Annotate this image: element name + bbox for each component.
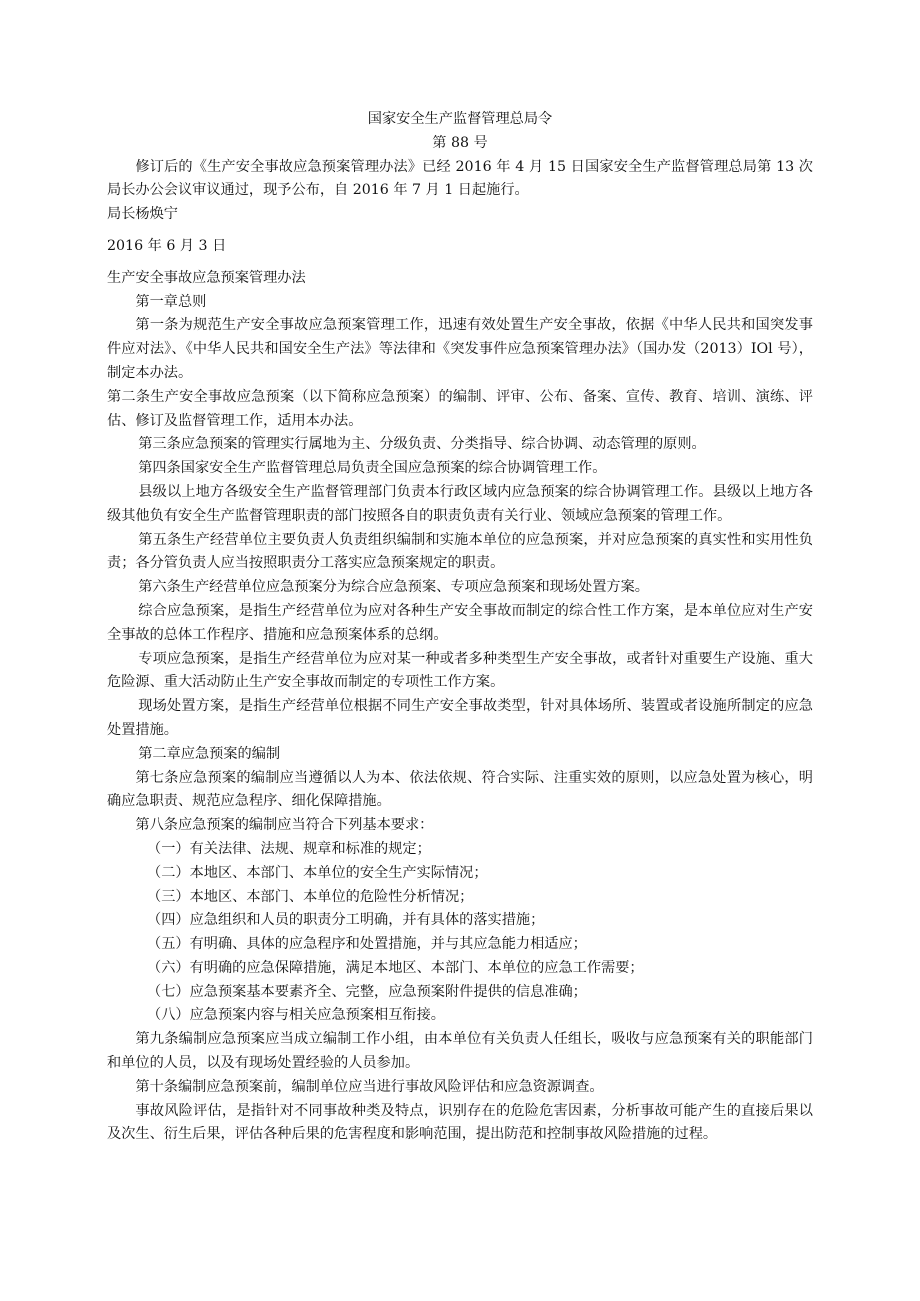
article-one: 第一条为规范生产安全事故应急预案管理工作，迅速有效处置生产安全事故，依据《中华人民共和国突发事件应对法》、《中华人民共和国安全生产法》等法律和《突发事件应急预案管理办法》（国办发（2013）IOl 号），制定本办法。 — [107, 317, 813, 381]
decree-intro: 修订后的《生产安全事故应急预案管理办法》已经 2016 年 4 月 15 日国家安全生产监督管理总局第 13 次局长办公会议审议通过，现予公布，自 2016 年 7 月 1 日起施行。 — [107, 158, 813, 199]
risk-assessment-definition: 事故风险评估，是指针对不同事故种类及特点，识别存在的危险危害因素，分析事故可能产生的直接后果以及次生、衍生后果，评估各种后果的危害程度和影响范围，提出防范和控制事故风险措施的过程。 — [107, 1102, 813, 1143]
article-nine: 第九条编制应急预案应当成立编制工作小组，由本单位有关负责人任组长，吸收与应急预案有关的职能部门和单位的人员，以及有现场处置经验的人员参加。 — [107, 1031, 813, 1072]
requirement-item: （七）应急预案基本要素齐全、完整，应急预案附件提供的信息准确； — [147, 983, 587, 1000]
requirement-item: （六）有明确的应急保障措施，满足本地区、本部门、本单位的应急工作需要； — [147, 959, 644, 976]
requirement-item: （五）有明确、具体的应急程序和处置措施，并与其应急能力相适应； — [147, 936, 587, 953]
decree-number: 第 88 号 — [432, 134, 488, 151]
requirement-item: （四）应急组织和人员的职责分工明确，并有具体的落实措施； — [147, 912, 545, 929]
requirement-item: （三）本地区、本部门、本单位的危险性分析情况； — [147, 888, 474, 905]
special-plan-definition: 专项应急预案，是指生产经营单位为应对某一种或者多种类型生产安全事故，或者针对重要生产设施、重大危险源、重大活动防止生产安全事故而制定的专项性工作方案。 — [107, 650, 813, 691]
decree-title: 国家安全生产监督管理总局令 — [367, 111, 553, 127]
signer: 局长杨焕宁 — [107, 206, 178, 223]
article-ten: 第十条编制应急预案前，编制单位应当进行事故风险评估和应急资源调查。 — [135, 1078, 604, 1095]
requirement-item: （二）本地区、本部门、本单位的安全生产实际情况； — [147, 864, 488, 881]
article-five: 第五条生产经营单位主要负责人负责组织编制和实施本单位的应急预案，并对应急预案的真实性和实用性负责；各分管负责人应当按照职责分工落实应急预案规定的职责。 — [107, 531, 813, 572]
chapter-one-heading: 第一章总则 — [135, 293, 207, 310]
article-six: 第六条生产经营单位应急预案分为综合应急预案、专项应急预案和现场处置方案。 — [138, 579, 649, 596]
chapter-two-heading: 第二章应急预案的编制 — [138, 745, 281, 762]
article-two: 第二条生产安全事故应急预案（以下简称应急预案）的编制、评审、公布、备案、宣传、教育、培训、演练、评估、修订及监督管理工作，适用本办法。 — [107, 388, 813, 429]
document-body — [107, 108, 813, 1147]
article-four-paragraph-two: 县级以上地方各级安全生产监督管理部门负责本行政区域内应急预案的综合协调管理工作。县级以上地方各级其他负有安全生产监督管理职责的部门按照各自的职责负责有关行业、领域应急预案的管理工作。 — [107, 483, 813, 524]
article-seven: 第七条应急预案的编制应当遵循以人为本、依法依规、符合实际、注重实效的原则，以应急处置为核心，明确应急职责、规范应急程序、细化保障措施。 — [107, 769, 813, 810]
comprehensive-plan-definition: 综合应急预案，是指生产经营单位为应对各种生产安全事故而制定的综合性工作方案，是本单位应对生产安全事故的总体工作程序、措施和应急预案体系的总纲。 — [107, 602, 813, 643]
issue-date: 2016 年 6 月 3 日 — [107, 237, 227, 254]
article-eight: 第八条应急预案的编制应当符合下列基本要求： — [135, 817, 434, 834]
law-title: 生产安全事故应急预案管理办法 — [107, 269, 306, 286]
article-three: 第三条应急预案的管理实行属地为主、分级负责、分类指导、综合协调、动态管理的原则。 — [138, 436, 706, 453]
onsite-plan-definition: 现场处置方案，是指生产经营单位根据不同生产安全事故类型，针对具体场所、装置或者设施所制定的应急处置措施。 — [107, 698, 813, 738]
article-four: 第四条国家安全生产监督管理总局负责全国应急预案的综合协调管理工作。 — [138, 460, 607, 477]
requirement-item: （一）有关法律、法规、规章和标准的规定； — [147, 840, 431, 857]
article-eight-requirement-list — [107, 838, 813, 1028]
requirement-item: （八）应急预案内容与相关应急预案相互衔接。 — [147, 1007, 445, 1024]
